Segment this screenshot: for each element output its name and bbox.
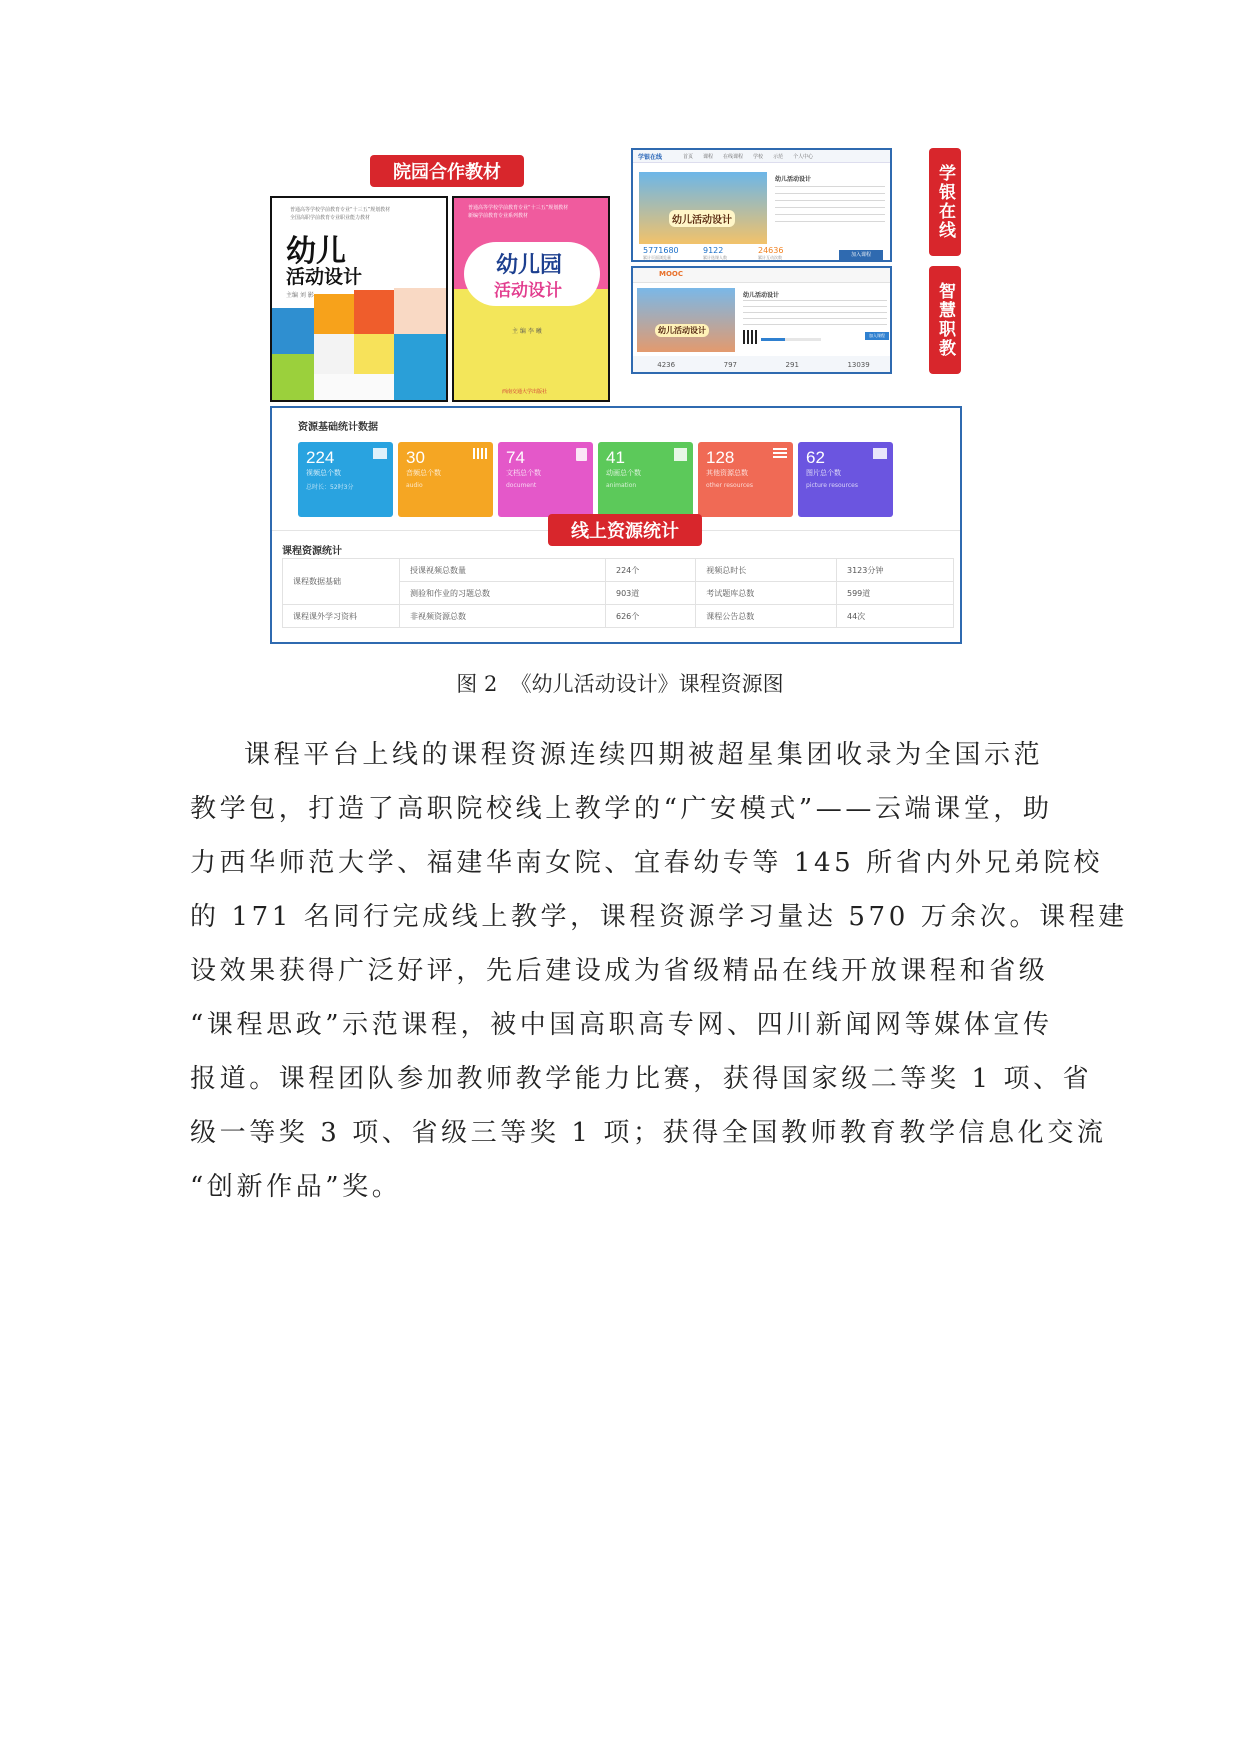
table-cell: 非视频资源总数 bbox=[400, 605, 606, 628]
document-icon bbox=[576, 448, 587, 461]
resource-card-picture: 62 图片总个数 picture resources bbox=[798, 442, 893, 517]
table-cell: 44次 bbox=[837, 605, 954, 628]
list-icon bbox=[773, 448, 787, 459]
xueyin-stat-interactions: 24636 累计互动次数 bbox=[758, 246, 784, 260]
zhihui-logo: MOOC bbox=[659, 270, 684, 278]
body-line: 报道。课程团队参加教师教学能力比赛，获得国家级二等奖 1 项、省 bbox=[190, 1064, 1093, 1094]
table-cell: 测验和作业的习题总数 bbox=[400, 582, 606, 605]
body-line: 的 171 名同行完成线上教学，课程资源学习量达 570 万余次。课程建 bbox=[190, 902, 1128, 932]
body-line: 力西华师范大学、福建华南女院、宜春幼专等 145 所省内外兄弟院校 bbox=[190, 848, 1103, 878]
tag-school-kindergarten-textbook: 院园合作教材 bbox=[370, 155, 524, 187]
nav-item[interactable]: 个人中心 bbox=[793, 154, 814, 160]
play-icon bbox=[373, 448, 387, 459]
tag-zhihui-zhijiao: 智慧职教 bbox=[929, 266, 961, 374]
zhihui-banner-image bbox=[637, 288, 735, 352]
nav-item[interactable]: 学校 bbox=[753, 154, 764, 160]
zhihui-course-title: 幼儿活动设计 bbox=[743, 292, 780, 299]
zhihui-stat: 4236 bbox=[657, 361, 676, 369]
book2-title-line2: 活动设计 bbox=[494, 281, 562, 301]
xueyin-logo: 学银在线 bbox=[638, 154, 663, 161]
zhihui-description-lines bbox=[743, 300, 887, 326]
course-stats-table bbox=[282, 558, 954, 628]
table-cell: 视频总时长 bbox=[696, 559, 837, 582]
nav-item[interactable]: 示范 bbox=[773, 154, 784, 160]
table-cell: 考试题库总数 bbox=[696, 582, 837, 605]
table-cell: 224个 bbox=[605, 559, 695, 582]
xueyin-stat-views: 5771680 累计页面浏览量 bbox=[643, 246, 679, 260]
table-cell: 3123分钟 bbox=[837, 559, 954, 582]
table-cell: 626个 bbox=[605, 605, 695, 628]
nav-item[interactable]: 课程 bbox=[703, 154, 714, 160]
table-cell: 903道 bbox=[605, 582, 695, 605]
zhihui-zhijiao-screenshot bbox=[631, 266, 892, 374]
book1-series-line1: 普通高等学校学前教育专业“十三五”规划教材 bbox=[290, 207, 391, 213]
puzzle-piece bbox=[314, 334, 354, 374]
course-stats-title: 课程资源统计 bbox=[282, 546, 342, 557]
tag-online-resource-stats: 线上资源统计 bbox=[548, 514, 702, 546]
zhihui-stat: 13039 bbox=[847, 361, 870, 369]
flash-icon bbox=[674, 448, 687, 461]
body-line: “创新作品”奖。 bbox=[190, 1172, 402, 1202]
resource-card-other: 128 其他资源总数 other resources bbox=[698, 442, 793, 517]
puzzle-piece bbox=[394, 288, 448, 334]
resource-card-audio: 30 音频总个数 audio bbox=[398, 442, 493, 517]
image-icon bbox=[873, 448, 887, 459]
table-cell: 课程公告总数 bbox=[696, 605, 837, 628]
book1-title-line1: 幼儿 bbox=[286, 234, 346, 269]
body-line: 级一等奖 3 项、省级三等奖 1 项；获得全国教师教育教学信息化交流 bbox=[190, 1118, 1107, 1148]
xueyin-banner-image bbox=[639, 172, 767, 244]
zhihui-stat: 797 bbox=[723, 361, 737, 369]
figure bbox=[270, 150, 970, 640]
zhihui-stat: 291 bbox=[785, 361, 799, 369]
xueyin-join-button[interactable]: 加入课程 bbox=[839, 250, 883, 260]
puzzle-piece bbox=[314, 294, 354, 334]
table-cell: 599道 bbox=[837, 582, 954, 605]
book2-series-line1: 普通高等学校学前教育专业“十三五”规划教材 bbox=[468, 205, 569, 211]
zhihui-banner-text: 幼儿活动设计 bbox=[655, 324, 709, 337]
book1-series-line2: 全国高职学前教育专业职业能力教材 bbox=[290, 215, 371, 221]
puzzle-piece bbox=[394, 334, 448, 402]
book-cover-1 bbox=[270, 196, 448, 402]
resource-card-video: 224 视频总个数 总时长：52时3分 bbox=[298, 442, 393, 517]
body-line: 课程平台上线的课程资源连续四期被超星集团收录为全国示范 bbox=[244, 740, 1044, 770]
nav-item[interactable]: 首页 bbox=[683, 154, 694, 160]
xueyin-stat-enrolled: 9122 累计选课人数 bbox=[703, 246, 727, 260]
book2-author: 主 编 李 曦 bbox=[512, 328, 542, 335]
audio-icon bbox=[473, 448, 487, 459]
puzzle-piece bbox=[354, 334, 394, 374]
table-row bbox=[283, 605, 954, 628]
resource-stats-title: 资源基础统计数据 bbox=[298, 422, 378, 433]
tag-xueyin-online: 学银在线 bbox=[929, 148, 961, 256]
puzzle-piece bbox=[272, 354, 314, 402]
xueyin-online-screenshot bbox=[631, 148, 892, 262]
body-line: “课程思政”示范课程，被中国高职高专网、四川新闻网等媒体宣传 bbox=[190, 1010, 1053, 1040]
table-cell-group: 课程课外学习资料 bbox=[283, 605, 400, 628]
body-line: 教学包，打造了高职院校线上教学的“广安模式”——云端课堂，助 bbox=[190, 794, 1053, 824]
table-cell: 授课视频总数量 bbox=[400, 559, 606, 582]
puzzle-piece bbox=[272, 308, 314, 354]
zhihui-stats-row bbox=[633, 356, 892, 374]
book1-title-line2: 活动设计 bbox=[286, 266, 363, 288]
book2-title-line1: 幼儿园 bbox=[496, 253, 563, 278]
table-row bbox=[283, 559, 954, 582]
qr-code-icon bbox=[743, 330, 757, 344]
xueyin-banner-text: 幼儿活动设计 bbox=[669, 210, 735, 227]
book1-author: 主编 刘 影 bbox=[286, 292, 314, 299]
book2-publisher: 西南交通大学出版社 bbox=[502, 389, 548, 395]
figure-caption: 图 2 《幼儿活动设计》课程资源图 bbox=[456, 672, 784, 696]
book-cover-2 bbox=[452, 196, 610, 402]
book2-series-line2: 新编学前教育专业系列教材 bbox=[468, 213, 529, 219]
xueyin-nav bbox=[683, 153, 813, 160]
body-line: 设效果获得广泛好评，先后建设成为省级精品在线开放课程和省级 bbox=[190, 956, 1049, 986]
resource-card-document: 74 文档总个数 document bbox=[498, 442, 593, 517]
xueyin-course-title: 幼儿活动设计 bbox=[775, 176, 812, 183]
nav-item[interactable]: 在线课程 bbox=[723, 154, 744, 160]
zhihui-join-button[interactable]: 加入课程 bbox=[865, 332, 889, 340]
xueyin-info-lines bbox=[775, 186, 885, 226]
resource-card-animation: 41 动画总个数 animation bbox=[598, 442, 693, 517]
puzzle-piece bbox=[314, 374, 394, 402]
puzzle-piece bbox=[354, 290, 394, 334]
zhihui-progress-bar bbox=[761, 338, 821, 341]
table-cell-group: 课程数据基础 bbox=[283, 559, 400, 605]
